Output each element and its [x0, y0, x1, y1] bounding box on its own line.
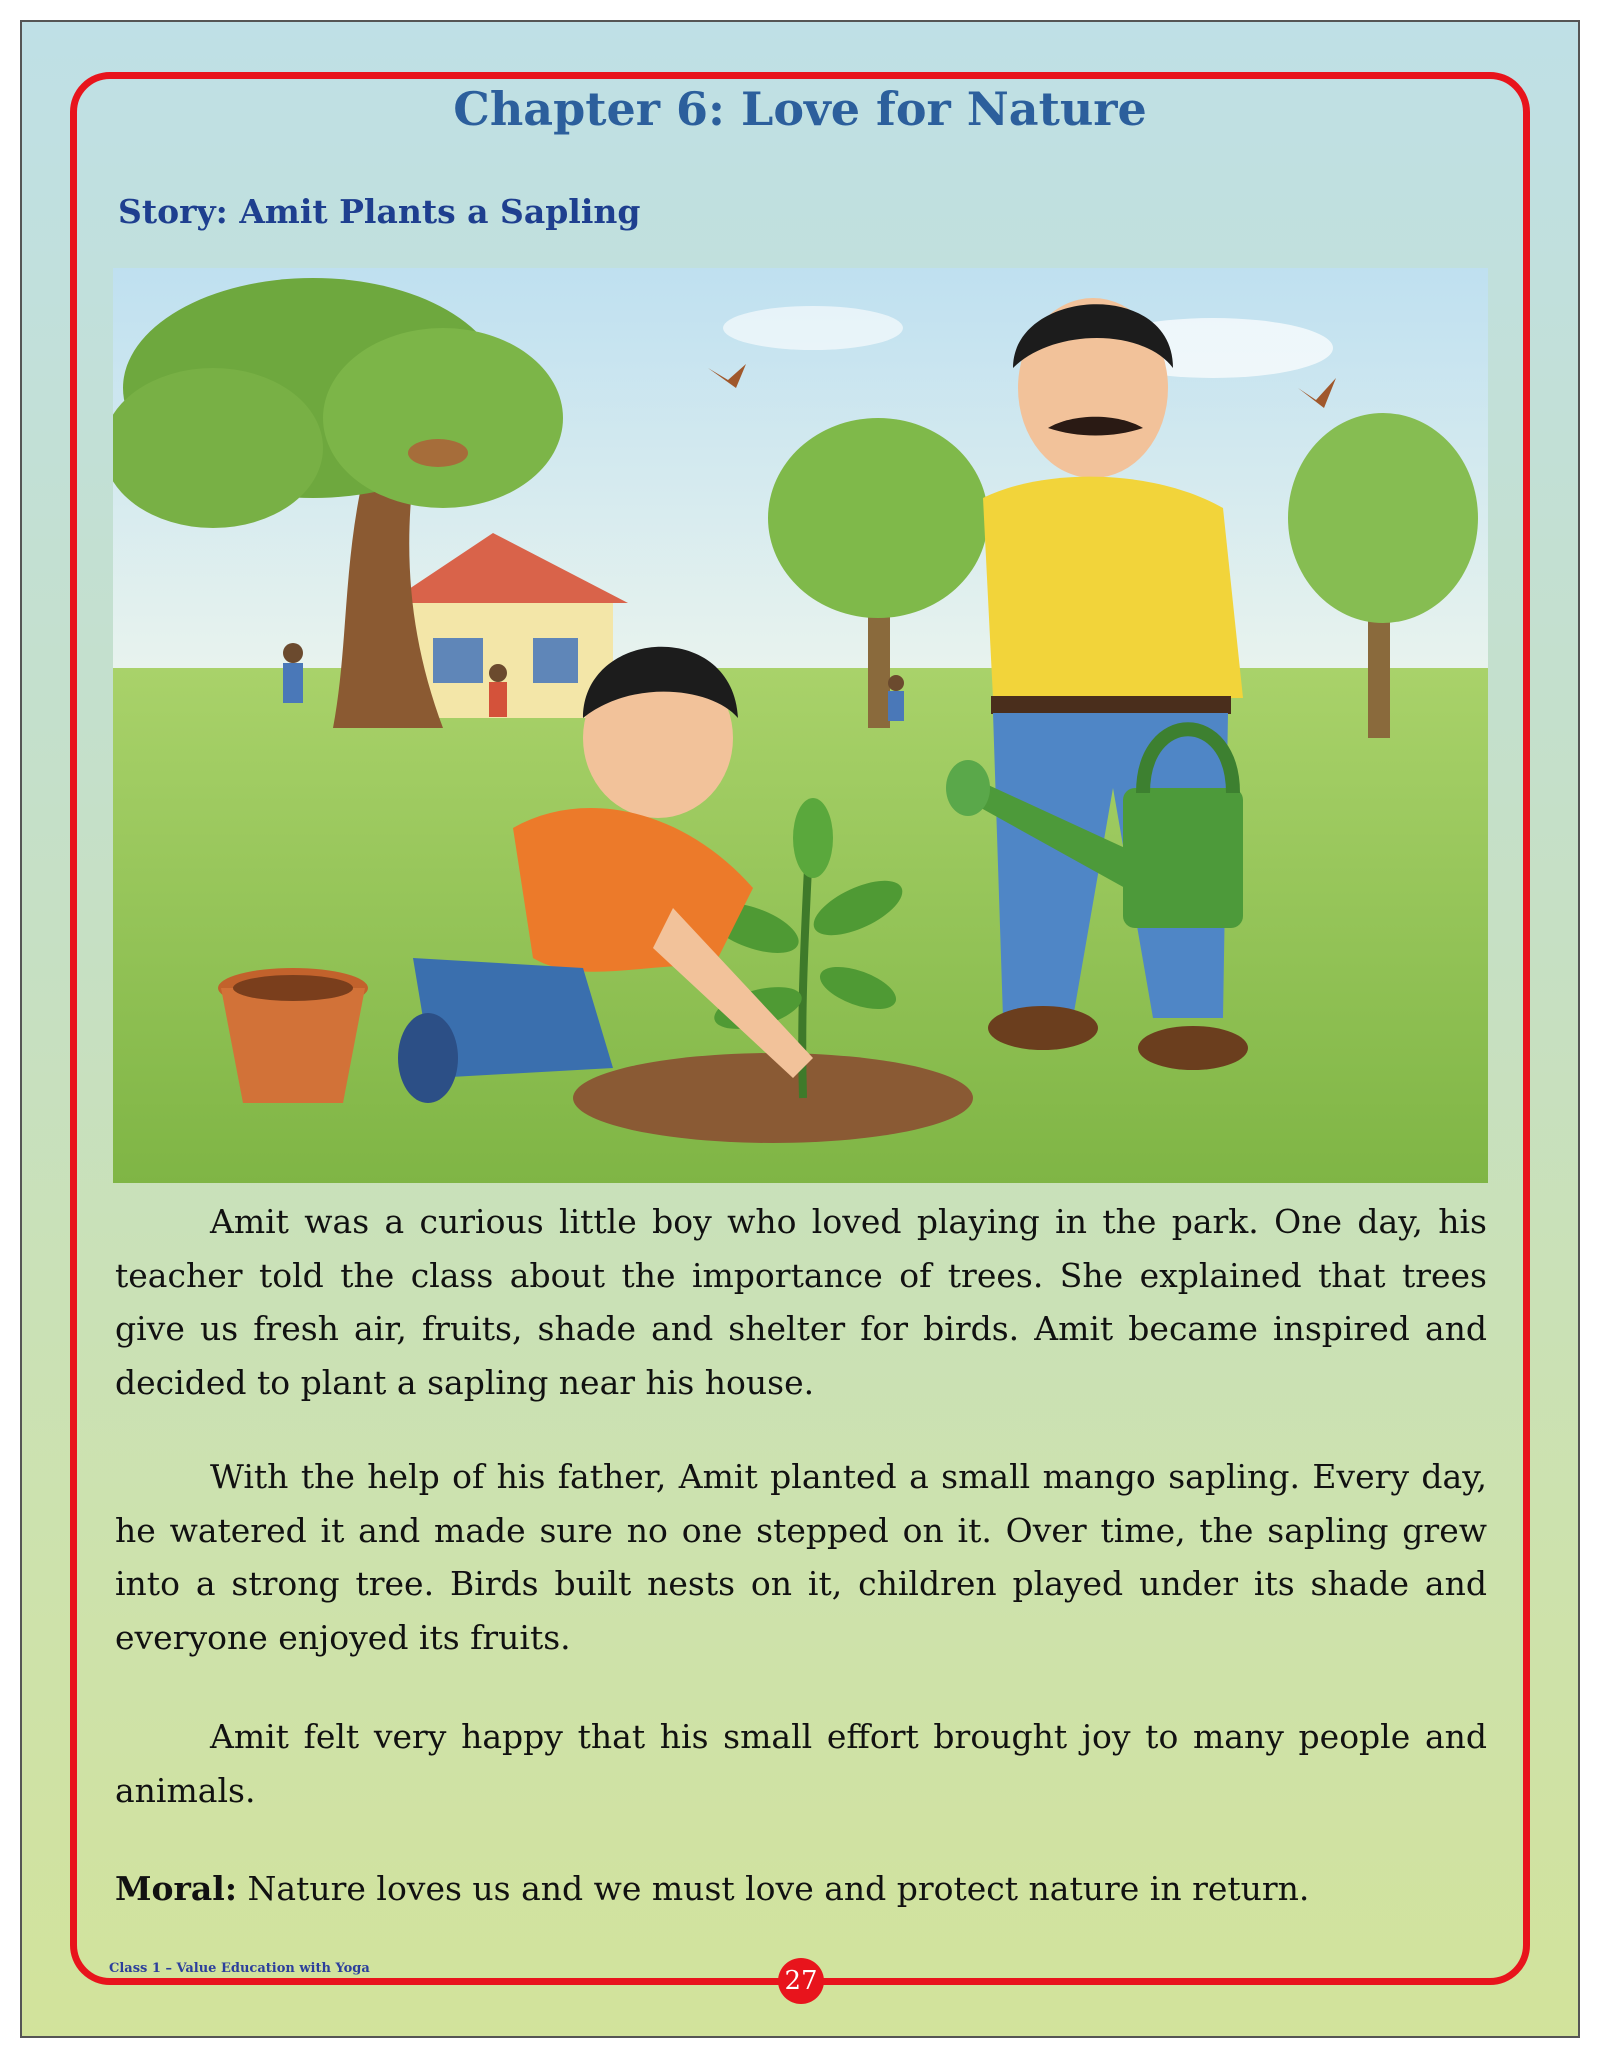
page-number: 27: [778, 1958, 824, 2004]
moral-line: [115, 1862, 1487, 1915]
moral-text: Nature loves us and we must love and protect nature in return.: [247, 1869, 1310, 1908]
story-title: Story: Amit Plants a Sapling: [118, 192, 641, 231]
chapter-title: Chapter 6: Love for Nature: [453, 82, 1147, 136]
story-illustration: [113, 268, 1488, 1183]
moral-label: Moral:: [115, 1869, 238, 1908]
story-paragraph: Amit felt very happy that his small effort brought joy to many people and animals.: [115, 1717, 1487, 1810]
story-paragraph: With the help of his father, Amit planted a small mango sapling. Every day, he watered it and made sure no one stepped on it. Over time, the sapling grew into a strong tree. Birds built nests on it, children played under its shade and everyone enjoyed its fruits.: [115, 1457, 1487, 1657]
flower-pot-icon: [218, 968, 368, 1103]
footer-book-title: Class 1 – Value Education with Yoga: [109, 1961, 370, 1976]
story-paragraph: Amit was a curious little boy who loved playing in the park. One day, his teacher told the class about the importance of trees. She explained that trees give us fresh air, fruits, shade and shelter for birds. Amit became inspired and decided to plant a sapling near his house.: [115, 1202, 1487, 1402]
